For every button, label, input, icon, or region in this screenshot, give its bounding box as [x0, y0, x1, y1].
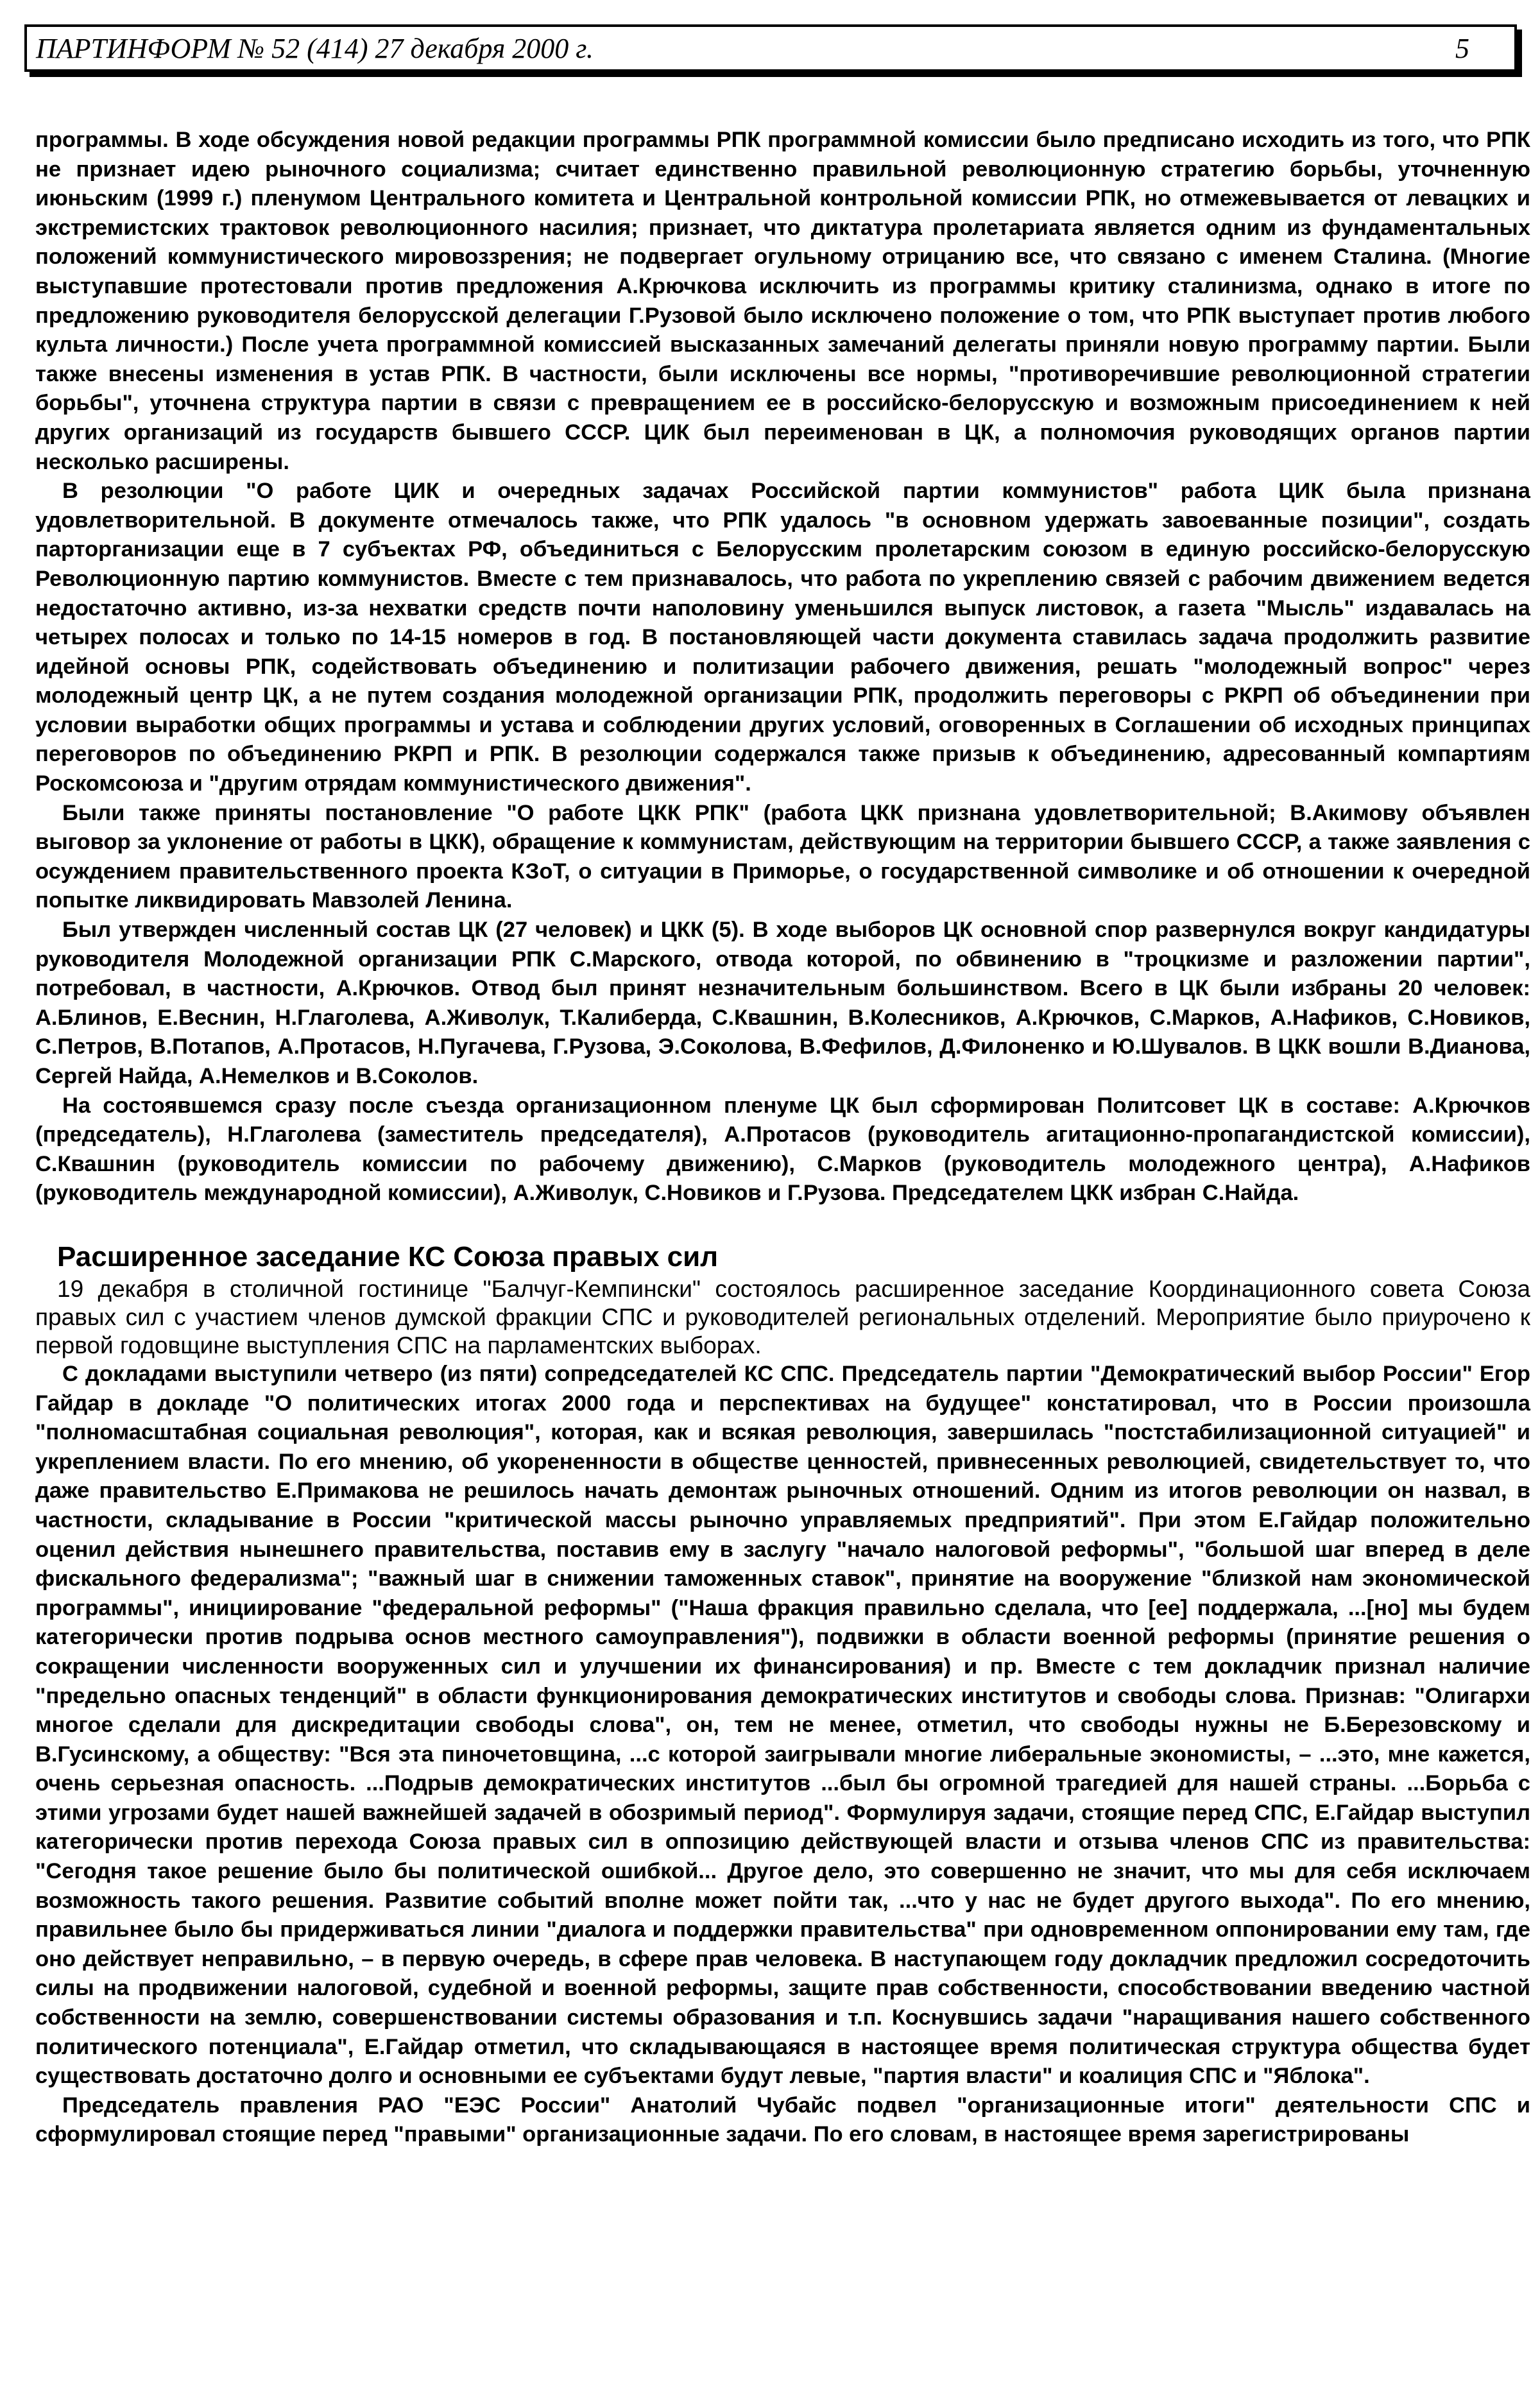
publication-title: ПАРТИНФОРМ № 52 (414) 27 декабря 2000 г. — [36, 33, 594, 64]
page-number: 5 — [1455, 33, 1469, 64]
article-body — [35, 126, 1530, 2150]
paragraph: Был утвержден численный состав ЦК (27 человек) и ЦКК (5). В ходе выборов ЦК основной спор развернулся вокруг кандидатуры руководителя Молодежной организации РПК С.Марского, отвода которой, по обвинению в "троцкизме и разложении партии", потребовал, в частности, А.Крючков. Отвод был принят незначительным большинством. Всего в ЦК были избраны 20 человек: А.Блинов, Е.Веснин, Н.Глаголева, А.Живолук, Т.Калиберда, С.Квашнин, В.Колесников, А.Крючков, С.Марков, А.Нафиков, С.Новиков, С.Петров, В.Потапов, А.Протасов, Н.Пугачева, Г.Рузова, Э.Соколова, В.Фефилов, Д.Филоненко и Ю.Шувалов. В ЦКК вошли В.Дианова, Сергей Найда, А.Немелков и В.Соколов. — [35, 918, 1530, 1088]
paragraph: С докладами выступили четверо (из пяти) сопредседателей КС СПС. Председатель партии "Демократический выбор России" Егор Гайдар в докладе "О политических итогах 2000 года и перспективах на будущее" констатировал, что в России произошла "полномасштабная социальная революция", которая, как и всякая революция, завершилась "постстабилизационной ситуацией" и укреплением власти. По его мнению, об укорененности в обществе ценностей, привнесенных революцией, свидетельствует то, что даже правительство Е.Примакова не решилось начать демонтаж рыночных отношений. Одним из итогов революции он назвал, в частности, складывание в России "критической массы рыночно управляемых предприятий". При этом Е.Гайдар положительно оценил действия нынешнего правительства, поставив ему в заслугу "начало налоговой реформы", "большой шаг вперед в деле фискального федерализма"; "важный шаг в снижении таможенных ставок", принятие на вооружение "близкой нам экономической программы", инициирование "федеральной реформы" ("Наша фракция правильно сделала, что [ее] поддержала, ...[но] мы будем категорически против подрыва основ местного самоуправления"), подвижки в области военной реформы (принятие решения о сокращении численности вооруженных сил и улучшении их финансирования) и пр. Вместе с тем докладчик признал наличие "предельно опасных тенденций" в области функционирования демократических институтов и свободы слова. Признав: "Олигархи многое сделали для дискредитации свободы слова", он, тем не менее, отметил, что свободы нужны не Б.Березовскому и В.Гусинскому, а обществу: "Вся эта пиночетовщина, ...с которой заигрывали многие либеральные экономисты, – ...это, мне кажется, очень серьезная опасность. ...Подрыв демократических институтов ...был бы огромной трагедией для нашей страны. ...Борьба с этими угрозами будет нашей важнейшей задачей в обозримый период". Формулируя задачи, стоящие перед СПС, Е.Гайдар выступил категорически против перехода Союза правых сил в оппозицию действующей власти и отзыва членов СПС из правительства: "Сегодня такое решение было бы политической ошибкой... Другое дело, это совершенно не значит, что мы для себя исключаем возможность такого решения. Развитие событий вполне может пойти так, ...что у нас не будет другого выхода". По его мнению, правильнее было бы придерживаться линии "диалога и поддержки правительства" при одновременном оппонировании ему там, где оно действует неправильно, – в первую очередь, в сфере прав человека. В наступающем году докладчик предложил сосредоточить силы на продвижении налоговой, судебной и военной реформы, защите прав собственности, способствовании введению частной собственности на землю, совершенствовании системы образования и т.п. Коснувшись задачи "наращивания нашего собственного политического потенциала", Е.Гайдар отметил, что складывающаяся в настоящее время политическая структура общества будет существовать достаточно долго и основными ее субъектами будут левые, "партия власти" и коалиция СПС и "Яблока". — [35, 1361, 1530, 2089]
paragraph: программы. В ходе обсуждения новой редакции программы РПК программной комиссии было предписано исходить из того, что РПК не признает идею рыночного социализма; считает единственно правильной революционную стратегию борьбы, уточненную июньским (1999 г.) пленумом Центрального комитета и Центральной контрольной комиссии РПК, но отмежевывается от левацких и экстремистских трактовок революционного насилия; признает, что диктатура пролетариата является одним из фундаментальных положений коммунистического мировоззрения; не подвергает огульному отрицанию все, что связано с именем Сталина. (Многие выступавшие протестовали против предложения А.Крючкова исключить из программы критику сталинизма, однако в итоге по предложению руководителя белорусской делегации Г.Рузовой было исключено положение о том, что РПК выступает против любого культа личности.) После учета программной комиссией высказанных замечаний делегаты приняли новую программу партии. Были также внесены изменения в устав РПК. В частности, были исключены все нормы, "противоречившие революционной стратегии борьбы", уточнена структура партии в связи с превращением ее в российско-белорусскую и возможным присоединением к ней других организаций из государств бывшего СССР. ЦИК был переименован в ЦК, а полномочия руководящих органов партии несколько расширены. — [35, 128, 1530, 474]
sps-article-body — [35, 1360, 1530, 2150]
article-lead: 19 декабря в столичной гостинице "Балчуг-Кемпински" состоялось расширенное заседание Координационного совета Союза правых сил с участием членов думской фракции СПС и руководителей региональных отделений. Мероприятие было приурочено к первой годовщине выступления СПС на парламентских выборах. — [35, 1275, 1530, 1358]
rpk-congress-continuation — [35, 126, 1530, 1208]
paragraph: На состоявшемся сразу после съезда организационном пленуме ЦК был сформирован Политсовет ЦК в составе: А.Крючков (председатель), Н.Глаголева (заместитель председателя), А.Протасов (руководитель агитационно-пропагандистской комиссии), С.Квашнин (руководитель комиссии по рабочему движению), С.Марков (руководитель молодежного центра), А.Нафиков (руководитель международной комиссии), А.Живолук, С.Новиков и Г.Рузова. Председателем ЦКК избран С.Найда. — [35, 1093, 1530, 1206]
article-heading: Расширенное заседание КС Союза правых сил — [57, 1240, 719, 1272]
paragraph: В резолюции "О работе ЦИК и очередных задачах Российской партии коммунистов" работа ЦИК была признана удовлетворительной. В документе отмечалось также, что РПК удалось "в основном удержать завоеванные позиции", создать парторганизации еще в 7 субъектах РФ, объединиться с Белорусским пролетарским союзом в единую российско-белорусскую Революционную партию коммунистов. Вместе с тем признавалось, что работа по укреплению связей с рабочим движением ведется недостаточно активно, из-за нехватки средств почти наполовину уменьшился выпуск листовок, а газета "Мысль" издавалась на четырех полосах и только по 14-15 номеров в год. В постановляющей части документа ставилась задача продолжить развитие идейной основы РПК, содействовать объединению и политизации рабочего движения, решать "молодежный вопрос" через молодежный центр ЦК, а не путем создания молодежной организации РПК, продолжить переговоры с РКРП об объединении при условии выработки общих программы и устава и соблюдении других условий, оговоренных в Соглашении об исходных принципах переговоров по объединению РКРП и РПК. В резолюции содержался также призыв к объединению, адресованный компартиям Роскомсоюза и "другим отрядам коммунистического движения". — [35, 479, 1530, 796]
page-header — [24, 24, 1517, 72]
paragraph: Председатель правления РАО "ЕЭС России" Анатолий Чубайс подвел "организационные итоги" деятельности СПС и сформулировал стоящие перед "правыми" организационные задачи. По его словам, в настоящее время зарегистрированы — [35, 2093, 1530, 2147]
paragraph: Были также приняты постановление "О работе ЦКК РПК" (работа ЦКК признана удовлетворительной; В.Акимову объявлен выговор за уклонение от работы в ЦКК), обращение к коммунистам, действующим на территории бывшего СССР, а также заявления с осуждением правительственного проекта КЗоТ, о ситуации в Приморье, о государственной символике и об отношении к очередной попытке ликвидировать Мавзолей Ленина. — [35, 800, 1530, 913]
